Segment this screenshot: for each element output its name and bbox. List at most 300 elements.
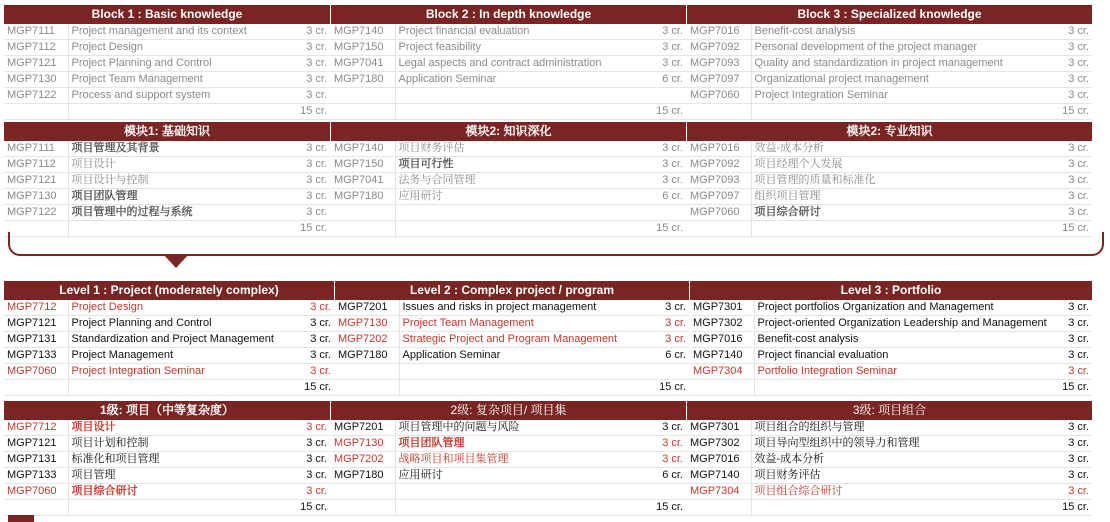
table-row bbox=[331, 88, 686, 104]
course-cr: 3 cr. bbox=[1052, 420, 1092, 436]
course-name: 项目管理及其背景 bbox=[68, 141, 290, 157]
table-row bbox=[335, 300, 689, 316]
course-cr bbox=[649, 364, 689, 380]
course-code: MGP7133 bbox=[4, 348, 68, 364]
course-cr: 3 cr. bbox=[1052, 24, 1092, 40]
course-cr: 3 cr. bbox=[290, 24, 330, 40]
table-row bbox=[690, 316, 1092, 332]
course-cr: 3 cr. bbox=[290, 40, 330, 56]
course-name: 项目财务评估 bbox=[751, 468, 1052, 484]
table-row bbox=[687, 484, 1092, 500]
course-code: MGP7301 bbox=[690, 300, 754, 316]
course-code: MGP7121 bbox=[4, 56, 68, 72]
course-cr: 15 cr. bbox=[646, 500, 686, 516]
course-code bbox=[331, 500, 395, 516]
course-name: Portfolio Integration Seminar bbox=[754, 364, 1052, 380]
course-cr: 15 cr. bbox=[290, 221, 330, 237]
course-cr bbox=[646, 484, 686, 500]
course-code: MGP7304 bbox=[687, 484, 751, 500]
course-code: MGP7180 bbox=[335, 348, 399, 364]
table-row bbox=[331, 205, 686, 221]
course-cr: 3 cr. bbox=[649, 300, 689, 316]
course-name: 组织项目管理 bbox=[751, 189, 1052, 205]
panel-header: 1级: 项目（中等复杂度） bbox=[4, 401, 330, 420]
course-code: MGP7093 bbox=[687, 56, 751, 72]
course-cr: 3 cr. bbox=[290, 420, 330, 436]
course-name: 项目组合综合研讨 bbox=[751, 484, 1052, 500]
course-cr: 3 cr. bbox=[646, 157, 686, 173]
table-row bbox=[4, 104, 330, 120]
course-code: MGP7111 bbox=[4, 141, 68, 157]
course-code bbox=[4, 500, 68, 516]
course-name: Project Integration Seminar bbox=[68, 364, 294, 380]
course-cr bbox=[646, 205, 686, 221]
course-cr: 3 cr. bbox=[294, 316, 334, 332]
course-code: MGP7304 bbox=[690, 364, 754, 380]
course-cr: 3 cr. bbox=[290, 141, 330, 157]
course-code: MGP7131 bbox=[4, 452, 68, 468]
course-name: Project Team Management bbox=[399, 316, 649, 332]
course-code: MGP7092 bbox=[687, 157, 751, 173]
course-cr: 3 cr. bbox=[649, 316, 689, 332]
table-row bbox=[331, 56, 686, 72]
course-cr: 3 cr. bbox=[1052, 88, 1092, 104]
course-cr: 3 cr. bbox=[646, 436, 686, 452]
table-row bbox=[687, 468, 1092, 484]
course-name: Standardization and Project Management bbox=[68, 332, 294, 348]
course-name bbox=[395, 484, 646, 500]
course-cr: 3 cr. bbox=[1052, 436, 1092, 452]
level-2-panel bbox=[335, 281, 689, 396]
course-name: Process and support system bbox=[68, 88, 290, 104]
course-cr: 3 cr. bbox=[1052, 484, 1092, 500]
course-code: MGP7112 bbox=[4, 40, 68, 56]
course-cr bbox=[646, 88, 686, 104]
course-code: MGP7130 bbox=[335, 316, 399, 332]
course-code: MGP7060 bbox=[4, 484, 68, 500]
course-name: 战略项目和项目集管理 bbox=[395, 452, 646, 468]
table-row bbox=[331, 484, 686, 500]
table-row bbox=[687, 436, 1092, 452]
table-row bbox=[331, 452, 686, 468]
table-row bbox=[4, 348, 334, 364]
course-code bbox=[687, 104, 751, 120]
course-cr: 3 cr. bbox=[1052, 452, 1092, 468]
course-code: MGP7130 bbox=[4, 189, 68, 205]
course-name: Project financial evaluation bbox=[395, 24, 646, 40]
course-code: MGP7140 bbox=[331, 24, 395, 40]
table-row bbox=[331, 104, 686, 120]
course-name: 项目团队管理 bbox=[395, 436, 646, 452]
course-code: MGP7121 bbox=[4, 436, 68, 452]
course-code bbox=[4, 380, 68, 396]
course-name: Strategic Project and Program Management bbox=[399, 332, 649, 348]
course-cr: 3 cr. bbox=[1052, 72, 1092, 88]
course-cr: 6 cr. bbox=[646, 468, 686, 484]
table-row bbox=[687, 189, 1092, 205]
course-name bbox=[395, 500, 646, 516]
course-code: MGP7097 bbox=[687, 189, 751, 205]
course-code: MGP7201 bbox=[335, 300, 399, 316]
grouping-brace bbox=[8, 232, 1104, 256]
course-code: MGP7097 bbox=[687, 72, 751, 88]
table-row bbox=[331, 420, 686, 436]
course-name: 项目财务评估 bbox=[395, 141, 646, 157]
course-cr: 3 cr. bbox=[646, 56, 686, 72]
course-cr: 15 cr. bbox=[1052, 380, 1092, 396]
course-code: MGP7201 bbox=[331, 420, 395, 436]
table-row bbox=[331, 72, 686, 88]
course-code bbox=[335, 364, 399, 380]
course-cr: 3 cr. bbox=[1052, 300, 1092, 316]
course-cr: 3 cr. bbox=[1052, 173, 1092, 189]
course-cr: 3 cr. bbox=[290, 173, 330, 189]
course-name: Project Design bbox=[68, 40, 290, 56]
course-name: Quality and standardization in project management bbox=[751, 56, 1052, 72]
course-name: Project feasibility bbox=[395, 40, 646, 56]
course-code: MGP7180 bbox=[331, 72, 395, 88]
table-row bbox=[4, 56, 330, 72]
panel-header: Block 2 : In depth knowledge bbox=[331, 5, 686, 24]
table-row bbox=[687, 88, 1092, 104]
table-row bbox=[690, 380, 1092, 396]
course-code: MGP7150 bbox=[331, 40, 395, 56]
table-row bbox=[331, 173, 686, 189]
table-row bbox=[4, 157, 330, 173]
course-name: 项目设计 bbox=[68, 157, 290, 173]
course-code: MGP7130 bbox=[331, 436, 395, 452]
course-code bbox=[331, 104, 395, 120]
course-code: MGP7060 bbox=[4, 364, 68, 380]
course-code: MGP7060 bbox=[687, 88, 751, 104]
panel-header: Level 3 : Portfolio bbox=[690, 281, 1092, 300]
table-row bbox=[4, 300, 334, 316]
course-cr: 3 cr. bbox=[290, 452, 330, 468]
course-code: MGP7140 bbox=[331, 141, 395, 157]
course-code: MGP7016 bbox=[687, 452, 751, 468]
table-row bbox=[690, 300, 1092, 316]
course-name: Project portfolios Organization and Management bbox=[754, 300, 1052, 316]
table-row bbox=[4, 452, 330, 468]
table-row bbox=[687, 420, 1092, 436]
course-code: MGP7016 bbox=[690, 332, 754, 348]
course-code: MGP7180 bbox=[331, 189, 395, 205]
block-2-cn-panel bbox=[331, 122, 686, 237]
course-cr: 3 cr. bbox=[646, 40, 686, 56]
table-row bbox=[4, 468, 330, 484]
course-code bbox=[331, 205, 395, 221]
panel-header: Block 3 : Specialized knowledge bbox=[687, 5, 1092, 24]
panel-header: 3级: 项目组合 bbox=[687, 401, 1092, 420]
course-code bbox=[331, 88, 395, 104]
course-name: 项目组合的组织与管理 bbox=[751, 420, 1052, 436]
course-cr: 3 cr. bbox=[290, 88, 330, 104]
course-cr: 15 cr. bbox=[294, 380, 334, 396]
level-3-cn-panel bbox=[687, 401, 1092, 516]
table-row bbox=[331, 24, 686, 40]
table-row bbox=[690, 332, 1092, 348]
course-cr: 3 cr. bbox=[1052, 332, 1092, 348]
panel-header: 模块2: 知识深化 bbox=[331, 122, 686, 141]
table-row bbox=[331, 40, 686, 56]
course-name: Project-oriented Organization Leadership and Management bbox=[754, 316, 1052, 332]
table-row bbox=[687, 56, 1092, 72]
course-name: Benefit-cost analysis bbox=[751, 24, 1052, 40]
course-code: MGP7093 bbox=[687, 173, 751, 189]
table-row bbox=[331, 436, 686, 452]
course-code: MGP7150 bbox=[331, 157, 395, 173]
course-cr: 3 cr. bbox=[1052, 316, 1092, 332]
table-row bbox=[4, 364, 334, 380]
course-name: Project Integration Seminar bbox=[751, 88, 1052, 104]
course-code: MGP7041 bbox=[331, 173, 395, 189]
block-3-cn-panel bbox=[687, 122, 1092, 237]
course-cr: 3 cr. bbox=[290, 436, 330, 452]
table-row bbox=[687, 173, 1092, 189]
course-code: MGP7041 bbox=[331, 56, 395, 72]
table-row bbox=[687, 141, 1092, 157]
level-2-cn-panel bbox=[331, 401, 686, 516]
corner-marker bbox=[8, 515, 34, 522]
table-row bbox=[687, 104, 1092, 120]
course-code: MGP7122 bbox=[4, 88, 68, 104]
block-1-panel bbox=[4, 5, 330, 120]
down-arrow-icon bbox=[163, 254, 189, 268]
course-name: 项目管理 bbox=[68, 468, 290, 484]
course-name: Project financial evaluation bbox=[754, 348, 1052, 364]
course-cr: 3 cr. bbox=[290, 468, 330, 484]
course-code: MGP7111 bbox=[4, 24, 68, 40]
course-name: 项目导向型组织中的领导力和管理 bbox=[751, 436, 1052, 452]
table-row bbox=[335, 380, 689, 396]
table-row bbox=[331, 468, 686, 484]
course-cr: 15 cr. bbox=[290, 500, 330, 516]
course-name: 项目管理中的问题与风险 bbox=[395, 420, 646, 436]
course-cr: 3 cr. bbox=[1052, 348, 1092, 364]
table-row bbox=[690, 364, 1092, 380]
course-code bbox=[4, 104, 68, 120]
course-code: MGP7202 bbox=[335, 332, 399, 348]
course-cr: 15 cr. bbox=[646, 104, 686, 120]
table-row bbox=[4, 205, 330, 221]
course-code: MGP7140 bbox=[690, 348, 754, 364]
course-cr: 3 cr. bbox=[646, 420, 686, 436]
level-1-panel bbox=[4, 281, 334, 396]
table-row bbox=[4, 420, 330, 436]
table-row bbox=[687, 24, 1092, 40]
course-code bbox=[335, 380, 399, 396]
course-code: MGP7133 bbox=[4, 468, 68, 484]
block-1-cn-panel bbox=[4, 122, 330, 237]
course-code: MGP7130 bbox=[4, 72, 68, 88]
course-cr: 6 cr. bbox=[649, 348, 689, 364]
course-cr: 15 cr. bbox=[290, 104, 330, 120]
table-row bbox=[335, 316, 689, 332]
course-name: 应用研讨 bbox=[395, 189, 646, 205]
course-name: 项目计划和控制 bbox=[68, 436, 290, 452]
course-name: 项目综合研讨 bbox=[68, 484, 290, 500]
table-row bbox=[687, 72, 1092, 88]
course-cr: 3 cr. bbox=[1052, 56, 1092, 72]
course-cr: 3 cr. bbox=[290, 484, 330, 500]
course-cr: 3 cr. bbox=[646, 141, 686, 157]
course-code: MGP7301 bbox=[687, 420, 751, 436]
panel-header: Level 1 : Project (moderately complex) bbox=[4, 281, 334, 300]
table-row bbox=[687, 500, 1092, 516]
course-name: Application Seminar bbox=[395, 72, 646, 88]
table-row bbox=[690, 348, 1092, 364]
course-code: MGP7121 bbox=[4, 173, 68, 189]
table-row bbox=[4, 484, 330, 500]
course-code bbox=[331, 484, 395, 500]
course-name: 项目设计与控制 bbox=[68, 173, 290, 189]
course-name bbox=[395, 88, 646, 104]
course-cr: 15 cr. bbox=[1052, 104, 1092, 120]
table-row bbox=[4, 173, 330, 189]
course-cr: 3 cr. bbox=[1052, 40, 1092, 56]
table-row bbox=[4, 316, 334, 332]
course-name bbox=[395, 205, 646, 221]
course-cr: 3 cr. bbox=[646, 24, 686, 40]
table-row bbox=[687, 40, 1092, 56]
course-name bbox=[68, 104, 290, 120]
table-row bbox=[4, 72, 330, 88]
block-2-panel bbox=[331, 5, 686, 120]
course-cr: 3 cr. bbox=[290, 189, 330, 205]
course-name: 效益-成本分析 bbox=[751, 452, 1052, 468]
course-code: MGP7140 bbox=[687, 468, 751, 484]
course-code: MGP7122 bbox=[4, 205, 68, 221]
table-row bbox=[4, 500, 330, 516]
course-cr: 3 cr. bbox=[1052, 141, 1092, 157]
course-name: Project Planning and Control bbox=[68, 316, 294, 332]
course-code: MGP7712 bbox=[4, 420, 68, 436]
course-name: 项目综合研讨 bbox=[751, 205, 1052, 221]
course-name: Project Management bbox=[68, 348, 294, 364]
course-code: MGP7092 bbox=[687, 40, 751, 56]
level-3-panel bbox=[690, 281, 1092, 396]
table-row bbox=[335, 348, 689, 364]
level-1-cn-panel bbox=[4, 401, 330, 516]
course-code bbox=[687, 500, 751, 516]
course-name: Application Seminar bbox=[399, 348, 649, 364]
course-code: MGP7202 bbox=[331, 452, 395, 468]
table-row bbox=[4, 189, 330, 205]
course-code: MGP7121 bbox=[4, 316, 68, 332]
course-cr: 3 cr. bbox=[1052, 157, 1092, 173]
course-name: 项目设计 bbox=[68, 420, 290, 436]
course-name: 项目团队管理 bbox=[68, 189, 290, 205]
course-code: MGP7302 bbox=[690, 316, 754, 332]
course-cr: 15 cr. bbox=[1052, 221, 1092, 237]
course-code: MGP7712 bbox=[4, 300, 68, 316]
course-name bbox=[399, 364, 649, 380]
course-name: 法务与合同管理 bbox=[395, 173, 646, 189]
course-code: MGP7302 bbox=[687, 436, 751, 452]
course-cr: 3 cr. bbox=[646, 452, 686, 468]
panel-header: Level 2 : Complex project / program bbox=[335, 281, 689, 300]
table-row bbox=[335, 332, 689, 348]
course-cr: 6 cr. bbox=[646, 189, 686, 205]
course-cr: 3 cr. bbox=[290, 72, 330, 88]
course-cr: 3 cr. bbox=[294, 364, 334, 380]
course-code: MGP7180 bbox=[331, 468, 395, 484]
course-name bbox=[754, 380, 1052, 396]
table-row bbox=[687, 157, 1092, 173]
course-code bbox=[690, 380, 754, 396]
course-cr: 3 cr. bbox=[1052, 468, 1092, 484]
course-name bbox=[68, 500, 290, 516]
course-cr: 3 cr. bbox=[294, 300, 334, 316]
panel-header: Block 1 : Basic knowledge bbox=[4, 5, 330, 24]
course-cr: 15 cr. bbox=[1052, 500, 1092, 516]
course-cr: 15 cr. bbox=[646, 221, 686, 237]
table-row bbox=[4, 40, 330, 56]
course-cr: 3 cr. bbox=[646, 173, 686, 189]
course-name bbox=[751, 500, 1052, 516]
course-name: Project Team Management bbox=[68, 72, 290, 88]
course-name: Personal development of the project manager bbox=[751, 40, 1052, 56]
course-cr: 3 cr. bbox=[649, 332, 689, 348]
course-name bbox=[399, 380, 649, 396]
table-row bbox=[4, 380, 334, 396]
course-cr: 3 cr. bbox=[294, 348, 334, 364]
table-row bbox=[4, 141, 330, 157]
course-name bbox=[751, 104, 1052, 120]
course-cr: 3 cr. bbox=[1052, 364, 1092, 380]
course-name: 项目管理中的过程与系统 bbox=[68, 205, 290, 221]
panel-header: 模块2: 专业知识 bbox=[687, 122, 1092, 141]
course-name: 标准化和项目管理 bbox=[68, 452, 290, 468]
course-name: Project Design bbox=[68, 300, 294, 316]
course-name: 应用研讨 bbox=[395, 468, 646, 484]
course-cr: 3 cr. bbox=[290, 157, 330, 173]
course-name bbox=[395, 104, 646, 120]
course-name: 项目经理个人发展 bbox=[751, 157, 1052, 173]
course-name: Organizational project management bbox=[751, 72, 1052, 88]
table-row bbox=[4, 436, 330, 452]
table-row bbox=[331, 189, 686, 205]
course-cr: 3 cr. bbox=[290, 56, 330, 72]
table-row bbox=[687, 205, 1092, 221]
course-cr: 3 cr. bbox=[290, 205, 330, 221]
course-cr: 3 cr. bbox=[294, 332, 334, 348]
course-name: Project Planning and Control bbox=[68, 56, 290, 72]
table-row bbox=[687, 452, 1092, 468]
course-name: Issues and risks in project management bbox=[399, 300, 649, 316]
panel-header: 模块1: 基础知识 bbox=[4, 122, 330, 141]
course-code: MGP7112 bbox=[4, 157, 68, 173]
course-code: MGP7131 bbox=[4, 332, 68, 348]
course-name: Legal aspects and contract administration bbox=[395, 56, 646, 72]
course-cr: 3 cr. bbox=[1052, 205, 1092, 221]
course-name: 效益-成本分析 bbox=[751, 141, 1052, 157]
course-code: MGP7016 bbox=[687, 141, 751, 157]
course-name: Project management and its context bbox=[68, 24, 290, 40]
panel-header: 2级: 复杂项目/ 项目集 bbox=[331, 401, 686, 420]
block-3-panel bbox=[687, 5, 1092, 120]
course-cr: 15 cr. bbox=[649, 380, 689, 396]
table-row bbox=[4, 332, 334, 348]
course-name: 项目可行性 bbox=[395, 157, 646, 173]
table-row bbox=[331, 157, 686, 173]
course-code: MGP7016 bbox=[687, 24, 751, 40]
table-row bbox=[4, 24, 330, 40]
course-name: 项目管理的质量和标准化 bbox=[751, 173, 1052, 189]
table-row bbox=[331, 500, 686, 516]
table-row bbox=[4, 88, 330, 104]
table-row bbox=[335, 364, 689, 380]
